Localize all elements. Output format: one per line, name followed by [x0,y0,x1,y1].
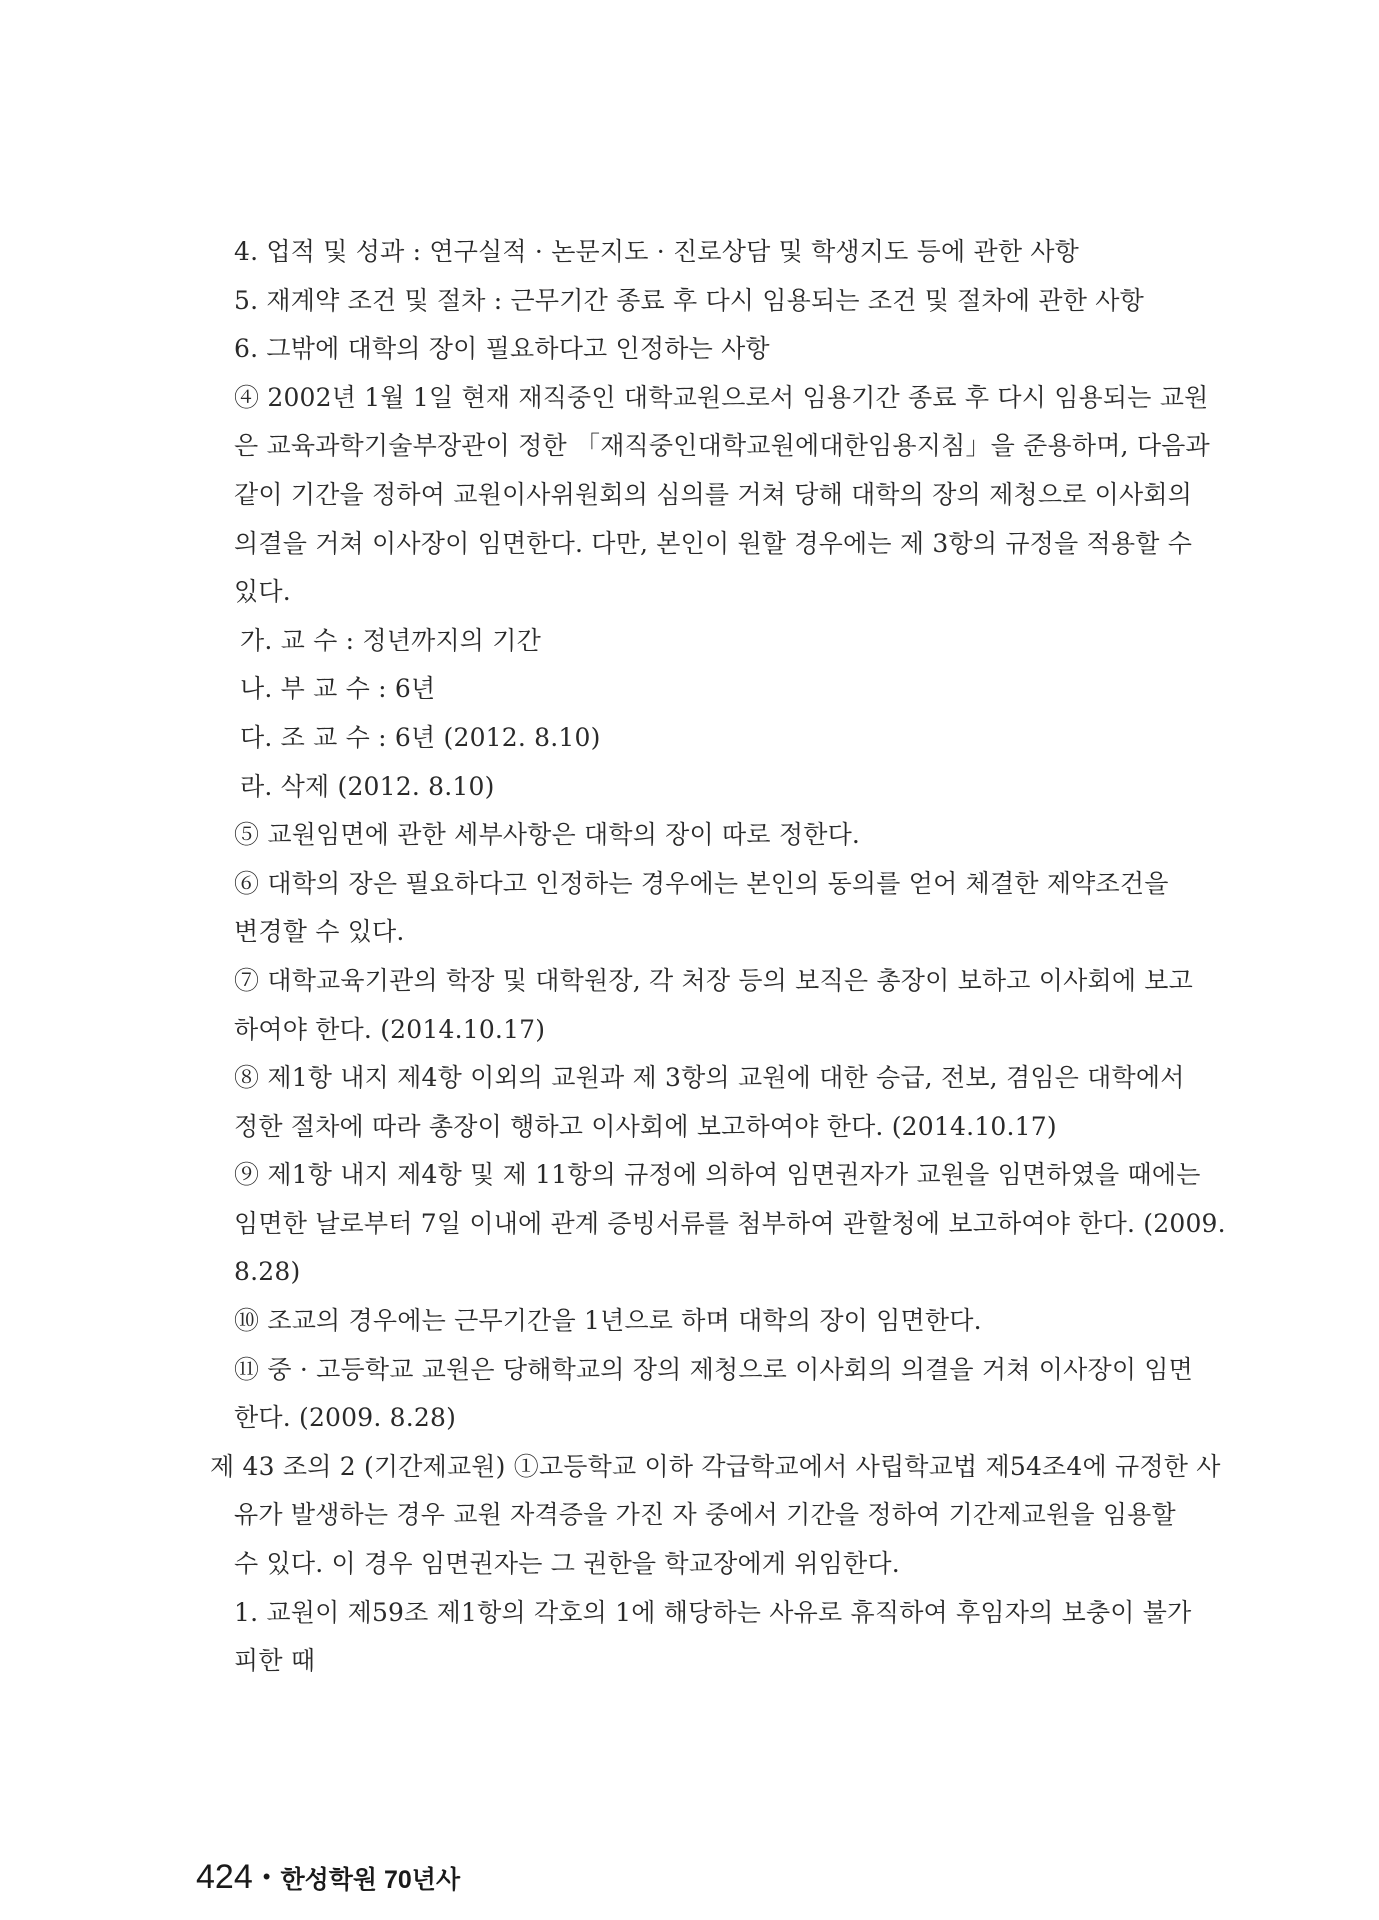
text-line: 1. 교원이 제59조 제1항의 각호의 1에 해당하는 사유로 휴직하여 후임자의 보충이 불가 [234,1597,1192,1627]
text-line: 4. 업적 및 성과 : 연구실적 · 논문지도 · 진로상담 및 학생지도 등에 관한 사항 [234,237,1080,266]
text-line: ⑩ 조교의 경우에는 근무기간을 1년으로 하며 대학의 장이 임면한다. [234,1306,982,1336]
text-line: 임면한 날로부터 7일 이내에 관계 증빙서류를 첨부하여 관할청에 보고하여야 한다. (2009. [234,1208,1226,1238]
text-line: 라. 삭제 (2012. 8.10) [240,771,495,801]
body-text [210,228,1226,1686]
text-line: 5. 재계약 조건 및 절차 : 근무기간 종료 후 다시 임용되는 조건 및 절차에 관한 사항 [234,285,1144,315]
text-line: 유가 발생하는 경우 교원 자격증을 가진 자 중에서 기간을 정하여 기간제교원을 임용할 [234,1500,1176,1530]
text-line: 나. 부 교 수 : 6년 [240,674,436,704]
text-line: ④ 2002년 1월 1일 현재 재직중인 대학교원으로서 임용기간 종료 후 다시 임용되는 교원 [234,382,1209,412]
text-line: 하여야 한다. (2014.10.17) [234,1014,546,1044]
text-line: 은 교육과학기술부장관이 정한 「재직중인대학교원에대한임용지침」을 준용하며, 다음과 [234,431,1210,461]
text-line: ⑧ 제1항 내지 제4항 이외의 교원과 제 3항의 교원에 대한 승급, 전보, 겸임은 대학에서 [234,1063,1185,1093]
text-line: 의결을 거쳐 이사장이 임면한다. 다만, 본인이 원할 경우에는 제 3항의 규정을 적용할 수 [234,528,1193,558]
book-title: 한성학원 70년사 [280,1866,461,1894]
text-line: 정한 절차에 따라 총장이 행하고 이사회에 보고하여야 한다. (2014.10.17) [234,1111,1057,1141]
text-line: 다. 조 교 수 : 6년 (2012. 8.10) [240,722,601,752]
text-line: 한다. (2009. 8.28) [234,1403,457,1433]
text-line: 가. 교 수 : 정년까지의 기간 [240,625,542,655]
text-line: 8.28) [234,1257,301,1287]
footer-bullet: • [262,1864,271,1889]
page-footer [196,1858,460,1897]
page-number: 424 [196,1858,253,1896]
text-line: ⑪ 중 · 고등학교 교원은 당해학교의 장의 제청으로 이사회의 의결을 거쳐 이사장이 임면 [234,1354,1194,1384]
text-line: 6. 그밖에 대학의 장이 필요하다고 인정하는 사항 [234,334,770,364]
text-line: 같이 기간을 정하여 교원이사위원회의 심의를 거쳐 당해 대학의 장의 제청으로 이사회의 [234,479,1193,509]
text-line: ⑤ 교원임면에 관한 세부사항은 대학의 장이 따로 정한다. [234,820,861,850]
text-line: 제 43 조의 2 (기간제교원) ①고등학교 이하 각급학교에서 사립학교법 제54조4에 규정한 사 [210,1451,1221,1481]
text-line: ⑥ 대학의 장은 필요하다고 인정하는 경우에는 본인의 동의를 얻어 체결한 제약조건을 [234,868,1169,898]
text-line: 수 있다. 이 경우 임면권자는 그 권한을 학교장에게 위임한다. [234,1549,900,1579]
text-line: 피한 때 [234,1646,316,1676]
text-line: ⑨ 제1항 내지 제4항 및 제 11항의 규정에 의하여 임면권자가 교원을 임면하였을 때에는 [234,1160,1201,1190]
text-line: 변경할 수 있다. [234,917,405,947]
text-line: ⑦ 대학교육기관의 학장 및 대학원장, 각 처장 등의 보직은 총장이 보하고 이사회에 보고 [234,965,1194,995]
text-line: 있다. [234,577,291,607]
